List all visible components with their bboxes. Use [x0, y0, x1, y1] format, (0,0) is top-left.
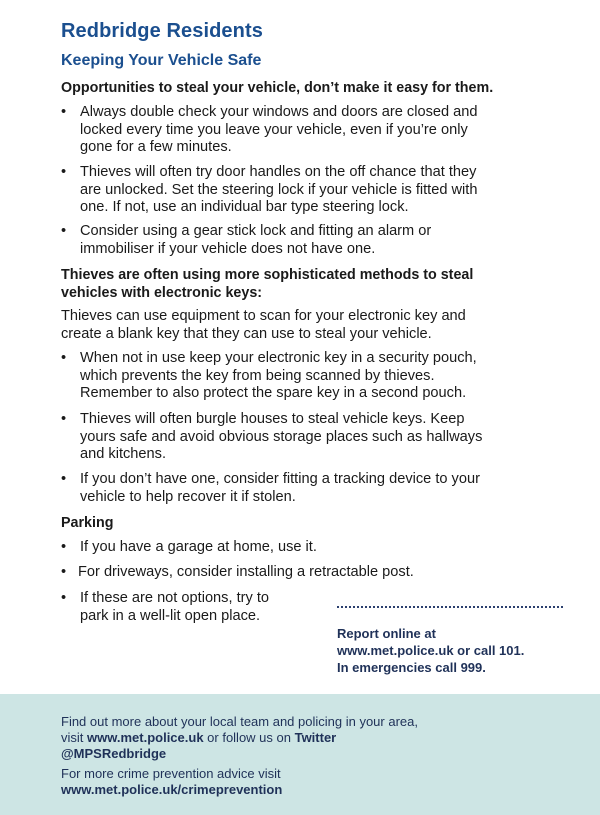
bullet-text: gone for a few minutes.	[80, 139, 232, 155]
intro-line: Thieves can use equipment to scan for your electronic key and	[61, 308, 466, 324]
bullet-text: park in a well-lit open place.	[80, 607, 261, 624]
bullet-icon: •	[61, 164, 67, 180]
bullet-text: one. If not, use an individual bar type steering lock.	[80, 199, 409, 215]
footer-line	[61, 730, 561, 746]
bullet-text: locked every time you leave your vehicle, even if you’re only	[80, 121, 468, 138]
bullet-icon: •	[61, 564, 67, 580]
report-text	[337, 625, 577, 676]
bullet-text: If you don’t have one, consider fitting a tracking device to your	[80, 471, 480, 487]
report-line: In emergencies call 999.	[337, 660, 486, 675]
intro-line: create a blank key that they can use to steal your vehicle.	[61, 325, 432, 342]
met-police-link[interactable]: www.met.police.uk	[87, 730, 204, 745]
dotted-divider	[337, 606, 563, 608]
footer-panel	[0, 694, 600, 815]
bullet-text: If these are not options, try to	[80, 590, 270, 606]
section-heading-electronic-keys	[61, 267, 541, 302]
bullet-icon: •	[61, 539, 67, 555]
bullet-text: Consider using a gear stick lock and fitting an alarm or	[80, 223, 432, 239]
bullet-text: immobiliser if your vehicle does not have one.	[80, 240, 376, 257]
twitter-label: Twitter	[294, 730, 337, 745]
footer-line: Find out more about your local team and policing in your area,	[61, 714, 418, 729]
page-title: Redbridge Residents	[61, 20, 263, 42]
report-line: Report online at	[337, 626, 436, 641]
footer-crime-prevention	[61, 766, 561, 798]
report-link-line[interactable]: www.met.police.uk or call 101.	[337, 643, 525, 658]
footer-info	[61, 714, 561, 762]
intro-heading: Opportunities to steal your vehicle, don’t make it easy for them.	[61, 80, 494, 96]
parking-heading: Parking	[61, 515, 114, 531]
bullet-text: If you have a garage at home, use it.	[80, 539, 317, 555]
bullet-icon: •	[61, 350, 67, 366]
bullet-text: yours safe and avoid obvious storage places such as hallways	[80, 428, 483, 445]
section-intro	[61, 308, 541, 343]
twitter-handle-link[interactable]: @MPSRedbridge	[61, 746, 167, 761]
bullet-icon: •	[61, 471, 67, 487]
bullet-icon: •	[61, 223, 67, 239]
footer-line: For more crime prevention advice visit	[61, 766, 281, 781]
bullet-text: Thieves will often burgle houses to steal vehicle keys. Keep	[80, 411, 465, 427]
bullet-text: which prevents the key from being scanned by thieves.	[80, 367, 435, 384]
bullet-text: and kitchens.	[80, 446, 166, 462]
bullet-icon: •	[61, 104, 67, 120]
bullet-text: For driveways, consider installing a retractable post.	[78, 564, 414, 580]
footer-text-span: visit	[61, 730, 87, 745]
bullet-text: Thieves will often try door handles on the off chance that they	[80, 164, 477, 180]
bullet-text: When not in use keep your electronic key in a security pouch,	[80, 350, 477, 366]
heading-line: Thieves are often using more sophisticated methods to steal	[61, 267, 474, 283]
footer-text-span: or follow us on	[203, 730, 295, 745]
bullet-icon: •	[61, 590, 67, 606]
heading-line: vehicles with electronic keys:	[61, 284, 263, 301]
page-subtitle: Keeping Your Vehicle Safe	[61, 52, 262, 69]
bullet-text: are unlocked. Set the steering lock if your vehicle is fitted with	[80, 181, 478, 198]
crime-prevention-link[interactable]: www.met.police.uk/crimeprevention	[61, 782, 283, 797]
bullet-text: Remember to also protect the spare key in a second pouch.	[80, 385, 467, 401]
bullet-icon: •	[61, 411, 67, 427]
bullet-text: vehicle to help recover it if stolen.	[80, 488, 296, 505]
bullet-text: Always double check your windows and doors are closed and	[80, 104, 478, 120]
